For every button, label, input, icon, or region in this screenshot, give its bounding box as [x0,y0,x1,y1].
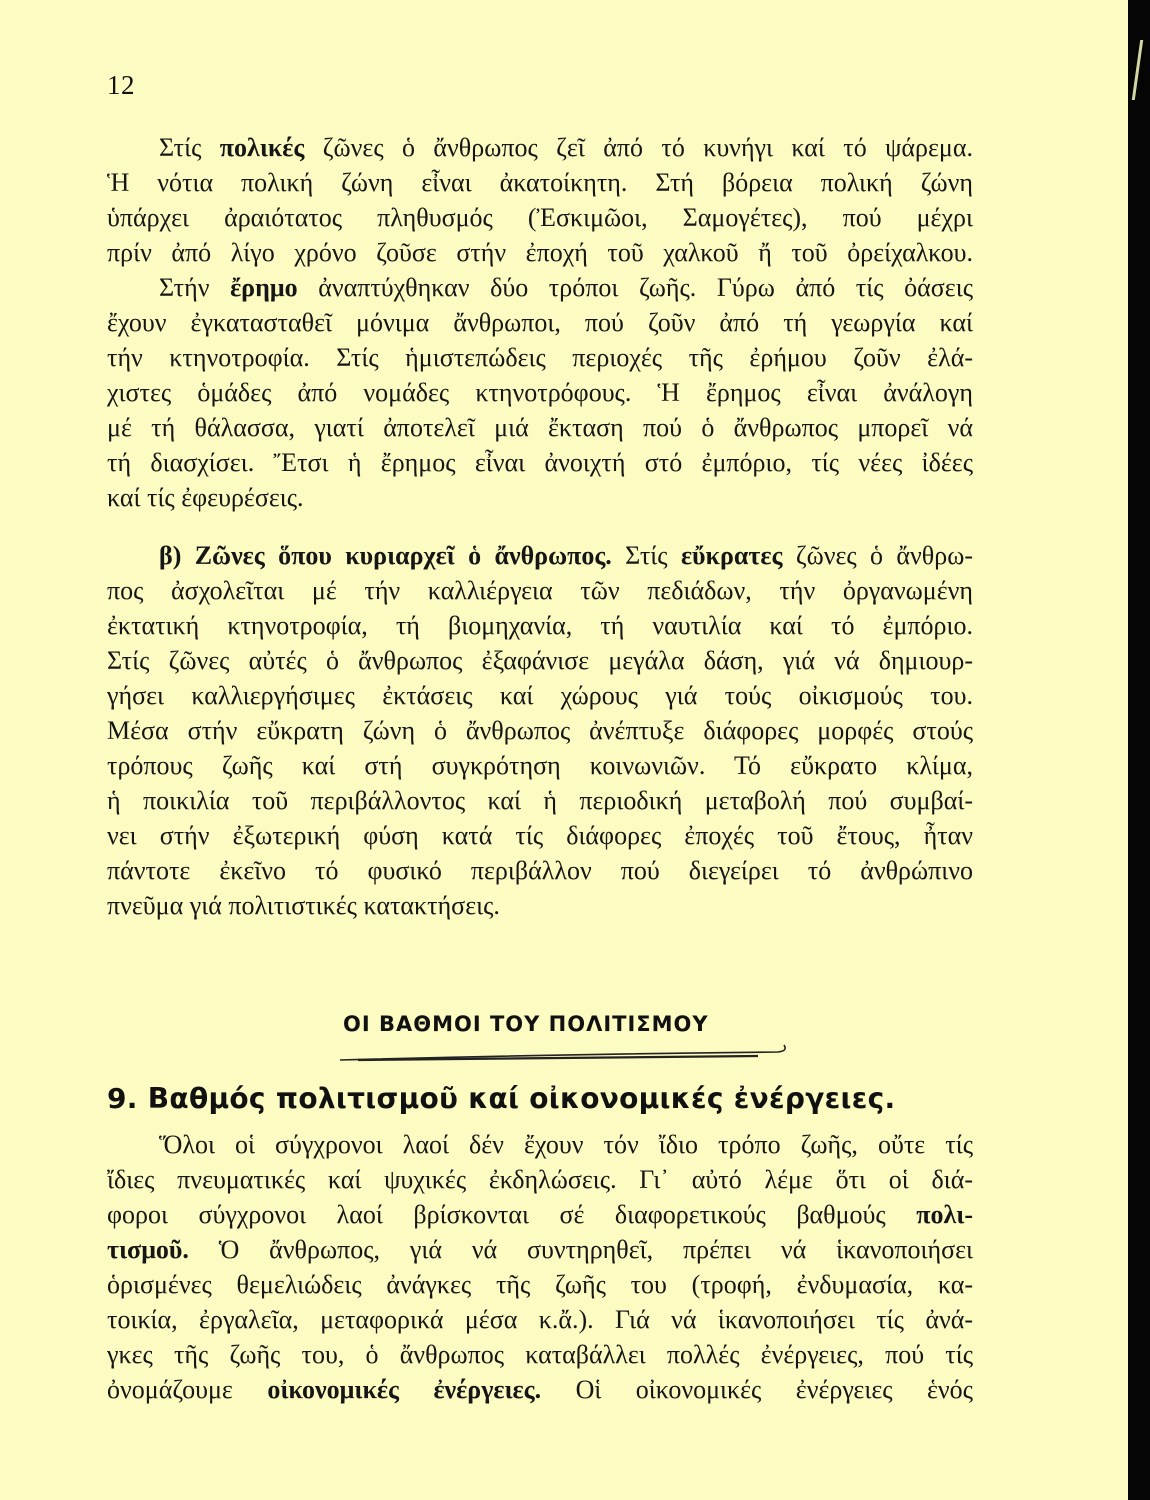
term-polar: πολικές [219,133,305,162]
term-desert: ἔρημο [230,273,298,302]
page-number: 12 [107,70,135,100]
text-line: ἐκτατική κτηνοτροφία, τή βιομηχανία, τή ναυτιλία καί τό ἐμπόριο. [107,611,973,640]
text-line: Στίς ζῶνες αὐτές ὁ ἄνθρωπος ἐξαφάνισε μεγάλα δάση, γιά νά δημιουρ- [107,646,973,675]
term-temperate: εὔκρατες [680,541,783,570]
term-civilization-part-2: τισμοῦ. [107,1235,189,1264]
text-line: μέ τή θάλασσα, γιατί ἀποτελεῖ μιά ἔκταση πού ὁ ἄνθρωπος μπορεῖ νά [107,413,973,442]
text-line: ἡ ποικιλία τοῦ περιβάλλοντος καί ἡ περιοδική μεταβολή πού συμβαί- [107,786,973,815]
text-line: τρόπους ζωῆς καί στή συγκρότηση κοινωνιῶν. Τό εὔκρατο κλίμα, [107,751,973,780]
paragraph-civilization-levels [107,1127,973,1407]
text-line: τήν κτηνοτροφία. Στίς ἡμιστεπώδεις περιοχές τῆς ἐρήμου ζοῦν ἐλά- [107,343,973,372]
text-line: πνεῦμα γιά πολιτιστικές κατακτήσεις. [107,891,500,920]
text-line: φοροι σύγχρονοι λαοί βρίσκονται σέ διαφορετικούς βαθμούς πολι- [107,1200,973,1229]
text-line: ἔχουν ἐγκατασταθεῖ μόνιμα ἄνθρωποι, πού ζοῦν ἀπό τή γεωργία καί [107,308,973,337]
term-economic-activities: οἰκονομικές ἐνέργειες. [267,1375,542,1404]
text-line: ὀνομάζουμε οἰκονομικές ἐνέργειες. Οἱ οἰκονομικές ἐνέργειες ἑνός [107,1375,973,1404]
text-line: Ἡ νότια πολική ζώνη εἶναι ἀκατοίκητη. Στή βόρεια πολική ζώνη [107,168,973,197]
section-title: ΟΙ ΒΑΘΜΟΙ ΤΟΥ ΠΟΛΙΤΙΣΜΟΥ [343,1012,709,1036]
text-line: χιστες ὁμάδες ἀπό νομάδες κτηνοτρόφους. Ἡ ἔρημος εἶναι ἀνάλογη [107,378,973,407]
text-block-zones [107,130,973,515]
text-line: γκες τῆς ζωῆς του, ὁ ἄνθρωπος καταβάλλει πολλές ἐνέργειες, πού τίς [107,1340,973,1369]
text-line: τοικία, ἐργαλεῖα, μεταφορικά μέσα κ.ἄ.). Γιά νά ἱκανοποιήσει τίς ἀνά- [107,1305,973,1334]
section-title-underline [338,1038,798,1068]
text-line: β) Ζῶνες ὅπου κυριαρχεῖ ὁ ἄνθρωπος. Στίς εὔκρατες ζῶνες ὁ ἄνθρω- [159,541,973,570]
text-line: Στήν ἔρημο ἀναπτύχθηκαν δύο τρόποι ζωῆς. Γύρω ἀπό τίς ὀάσεις [159,273,973,302]
text-line: γήσει καλλιεργήσιμες ἐκτάσεις καί χώρους γιά τούς οἰκισμούς του. [107,681,973,710]
text-line: ὁρισμένες θεμελιώδεις ἀνάγκες τῆς ζωῆς του (τροφή, ἐνδυμασία, κα- [107,1270,973,1299]
paragraph-temperate-zones [107,538,973,923]
text-line: ὑπάρχει ἀραιότατος πληθυσμός (Ἐσκιμῶοι, Σαμογέτες), πού μέχρι [107,203,973,232]
text-line: τή διασχίσει. Ἔτσι ἡ ἔρημος εἶναι ἀνοιχτή στό ἐμπόριο, τίς νέες ἰδέες [107,448,973,477]
text-line: τισμοῦ. Ὁ ἄνθρωπος, γιά νά συντηρηθεῖ, πρέπει νά ἱκανοποιήσει [107,1235,973,1264]
text-line: Μέσα στήν εὔκρατη ζώνη ὁ ἄνθρωπος ἀνέπτυξε διάφορες μορφές στούς [107,716,973,745]
text-line: Στίς πολικές ζῶνες ὁ ἄνθρωπος ζεῖ ἀπό τό κυνήγι καί τό ψάρεμα. [159,133,973,162]
text-line: ἴδιες πνευματικές καί ψυχικές ἐκδηλώσεις. Γι᾿ αὐτό λέμε ὅτι οἱ διά- [107,1165,973,1194]
term-civilization-part-1: πολι- [916,1200,973,1229]
subsection-heading: 9. Βαθμός πολιτισμοῦ καί οἰκονομικές ἐνέργειες. [107,1082,896,1115]
text-line: νει στήν ἐξωτερική φύση κατά τίς διάφορες ἐποχές τοῦ ἔτους, ἦταν [107,821,973,850]
text-line: πος ἀσχολεῖται μέ τήν καλλιέργεια τῶν πεδιάδων, τήν ὀργανωμένη [107,576,973,605]
paragraph-polar-zones [107,130,973,270]
text-line: πρίν ἀπό λίγο χρόνο ζοῦσε στήν ἐποχή τοῦ χαλκοῦ ἤ τοῦ ὀρείχαλκου. [107,238,973,267]
paragraph-desert [107,270,973,515]
scan-edge [1128,0,1150,1500]
text-line: πάντοτε ἐκεῖνο τό φυσικό περιβάλλον πού διεγείρει τό ἀνθρώπινο [107,856,973,885]
subheading-human-dominated-zones: β) Ζῶνες ὅπου κυριαρχεῖ ὁ ἄνθρωπος. [159,541,612,570]
text-line: καί τίς ἐφευρέσεις. [107,483,304,512]
text-line: Ὅλοι οἱ σύγχρονοι λαοί δέν ἔχουν τόν ἴδιο τρόπο ζωῆς, οὔτε τίς [159,1130,973,1159]
